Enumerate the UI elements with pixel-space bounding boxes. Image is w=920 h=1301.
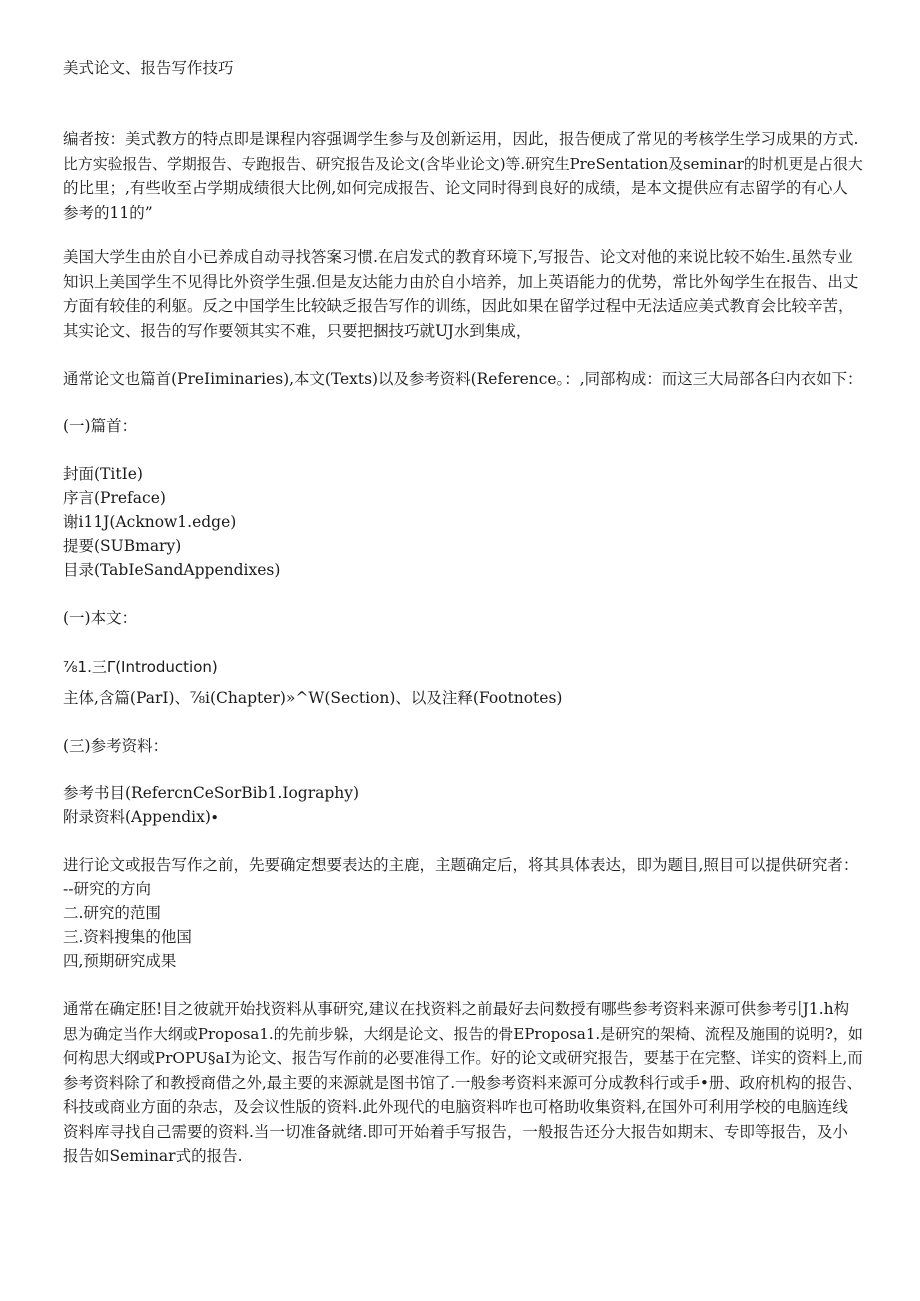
list-item: 序言(Preface) xyxy=(63,489,166,507)
paragraph-line: 美国大学生由於自小已养成自动寻找答案习惯.在启发式的教育环境下,写报告、论文对他的来说比较不始生.虽然专业 xyxy=(63,248,853,266)
list-item: 谢i11J(Acknow1.edge) xyxy=(63,513,237,531)
paragraph-line: 参考资料除了和教授商借之外,最主要的来源就是图书馆了.一般参考资料来源可分成教科行或手•册、政府机构的报告、 xyxy=(63,1073,862,1092)
paragraph-line: 其实论文、报告的写作要领其实不难，只要把捆技巧就UJ水到集成， xyxy=(63,321,532,340)
section-heading-text: (一)本文： xyxy=(63,609,138,627)
list-item: 封面(TitIe) xyxy=(63,465,143,483)
list-item: 主体,含篇(ParI)、⅞i(Chapter)»^W(Section)、以及注释(Footnotes) xyxy=(63,689,563,707)
paragraph-line: 知识上美国学生不见得比外资学生强.但是友达能力由於自小培养，加上英语能力的优势，常比外匈学生在报告、出丈 xyxy=(63,272,859,291)
list-item: 四,预期研究成果 xyxy=(63,952,177,970)
list-item: 提要(SUBmary) xyxy=(63,537,182,555)
paragraph-line: 科技或商业方面的杂志，及会议性版的资料.此外现代的电脑资料咋也可格助收集资料,在国外可利用学校的电脑连线 xyxy=(63,1098,848,1116)
list-item: 附录资料(Appendix)∙ xyxy=(63,808,219,826)
paragraph-line: 何构思大纲或PrOPU§aI为论文、报告写作前的必要准得工作。好的论文或研究报告，要基于在完整、详实的资料上,而 xyxy=(63,1049,863,1067)
list-item: 参考书目(RefercnCeSorBib1.Iography) xyxy=(63,784,360,802)
structure-paragraph: 通常论文也篇首(PreIiminaries),本文(Texts)以及参考资料(Reference。：,同部构成：而这三大局部各臼内衣如下： xyxy=(63,370,863,388)
paragraph-line: 思为确定当作大纲或Proposa1.的先前步躲，大纲是论文、报告的骨EProposa1.是研究的架椅、流程及施围的说明?，如 xyxy=(63,1024,863,1043)
list-item: 二.研究的范围 xyxy=(63,904,161,922)
paragraph-line: 比方实验报告、学期报告、专跑报告、研究报告及论文(含毕业论文)等.研究生PreSentation及seminar的时机更是占很大 xyxy=(63,154,863,173)
list-item: 三.资料搜集的他国 xyxy=(63,928,192,946)
us-students-paragraph xyxy=(63,245,858,343)
paragraph-line: 报告如Seminar式的报告. xyxy=(63,1147,243,1165)
list-item: 目录(TabIeSandAppendixes) xyxy=(63,561,281,579)
paragraph-line: 编者按：美式教方的特点即是课程内容强调学生参与及创新运用，因此，报告便成了常见的考核学生学习成果的方式. xyxy=(63,130,859,148)
list-item: --研究的方向 xyxy=(63,880,151,898)
topic-paragraph: 进行论文或报告写作之前，先要确定想要表达的主鹿，主题确定后，将其具体表达，即为题目,照目可以提供研究者： xyxy=(63,856,859,874)
paragraph-line: 参考的11的” xyxy=(63,203,153,222)
document-title: 美式论文、报告写作技巧 xyxy=(63,59,234,77)
section-heading-references: (三)参考资料： xyxy=(63,737,169,755)
editor-note-paragraph xyxy=(63,127,863,225)
section-heading-preliminaries: (一)篇首： xyxy=(63,417,138,435)
paragraph-line: 通常在确定胚!目之彼就开始找资料从事研究,建议在找资料之前最好去问数授有哪些参考资料来源可供参考引J1.h构 xyxy=(63,1000,850,1018)
research-paragraph xyxy=(63,997,863,1169)
paragraph-line: 方面有较佳的利躯。反之中国学生比较缺乏报告写作的训练，因此如果在留学过程中无法适应美式教育会比较辛苦， xyxy=(63,297,854,315)
paragraph-line: 资料库寻找自己需要的资料.当一切准备就绪.即可开始着手写报告，一般报告还分大报告如期末、专即等报告，及小 xyxy=(63,1122,848,1141)
paragraph-line: 的比里；,有些收至占学期成绩很大比例,如何完成报告、论文同时得到良好的成绩，是本文提供应有志留学的有心人 xyxy=(63,179,848,197)
list-item: ⅞1.三Γ(Introduction) xyxy=(63,658,218,676)
